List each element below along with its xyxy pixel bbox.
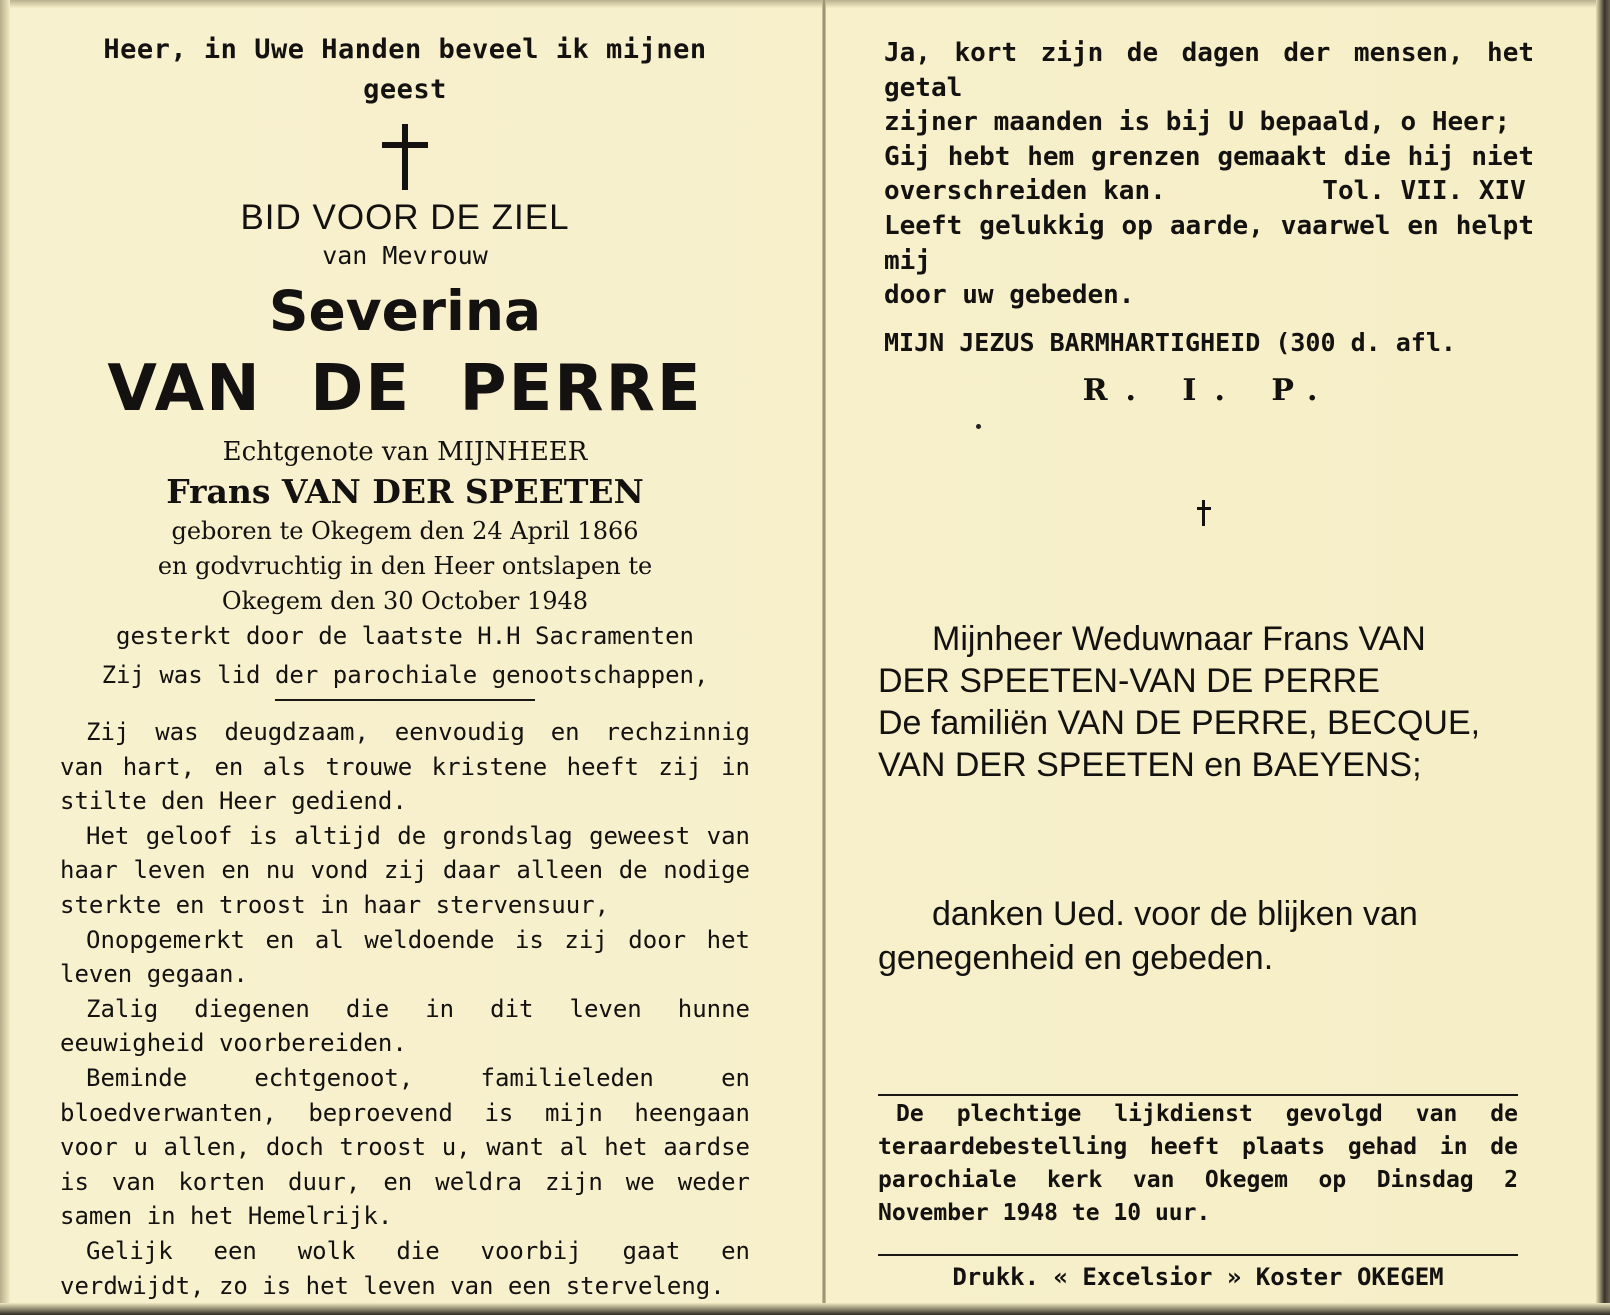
card-top-edge [0, 0, 1610, 8]
spouse-label: Echtgenote van MIJNHEER [222, 437, 588, 467]
society-line: Zij was lid der parochiale genootschappen, [101, 661, 709, 689]
eulogy-paragraph: Het geloof is altijd de grondslag geweest van haar leven en nu vond zij daar alleen de nodige sterkte en troost in haar stervensuur, [60, 821, 750, 919]
verse-line: overschreiden kan. Tol. VII. XIV [884, 176, 1526, 207]
eulogy-paragraph: Gelijk een wolk die voorbij gaat en verdwijdt, zo is het leven van een sterveleng. [60, 1236, 750, 1300]
family-line: VAN DER SPEETEN en BAEYENS; [878, 746, 1422, 784]
eulogy-paragraph: Onopgemerkt en al weldoende is zij door het leven gegaan. [60, 925, 750, 989]
bid-title: BID VOOR DE ZIEL [240, 198, 570, 237]
divider [878, 1094, 1518, 1096]
spouse-name: Frans VAN DER SPEETEN [166, 472, 644, 511]
thanks-block [878, 892, 1524, 980]
family-line: Mijnheer Weduwnaar Frans VAN [932, 620, 1426, 658]
right-panel [884, 36, 1534, 411]
verse-line: door uw gebeden. [884, 280, 1135, 311]
family-line: DER SPEETEN-VAN DE PERRE [878, 662, 1380, 700]
eulogy-paragraph: Zij was deugdzaam, eenvoudig en rechzinnig van hart, en als trouwe kristene heeft zij in stilte den Heer gediend. [60, 718, 750, 816]
verse-line: zijner maanden is bij U bepaald, o Heer; [884, 107, 1511, 138]
cross-icon [382, 124, 428, 190]
deceased-first-name: Severina [268, 279, 542, 343]
verse-line: Gij hebt hem grenzen gemaakt die hij niet [884, 141, 1534, 172]
thanks-line: danken Ued. voor de blijken van [932, 895, 1418, 933]
scripture-verse [884, 36, 1534, 313]
card-bottom-edge [0, 1303, 1610, 1315]
divider [878, 1254, 1518, 1256]
van-mevrouw: van Mevrouw [322, 241, 488, 270]
death-line-2: Okegem den 30 October 1948 [221, 587, 589, 615]
verse-line: Ja, kort zijn de dagen der mensen, het getal [884, 38, 1534, 103]
birth-line: geboren te Okegem den 24 April 1866 [171, 517, 639, 545]
funeral-service-notice [878, 1098, 1518, 1230]
ink-dot [976, 424, 981, 429]
printer-imprint: Drukk. « Excelsior » Koster OKEGEM [952, 1263, 1444, 1291]
service-text: De plechtige lijkdienst gevolgd van de teraardebestelling heeft plaats gehad in de parochiale kerk van Okegem op Dinsdag 2 November 1948 te 10 uur. [878, 1101, 1518, 1226]
opening-verse: Heer, in Uwe Handen beveel ik mijnen geest [103, 34, 707, 105]
indulgence-prayer: MIJN JEZUS BARMHARTIGHEID (300 d. afl. [884, 327, 1456, 357]
left-panel [60, 30, 750, 1303]
deceased-surname: VAN DE PERRE [107, 352, 703, 426]
death-line-1: en godvruchtig in den Heer ontslapen te [157, 552, 653, 580]
sacraments-line: gesterkt door de laatste H.H Sacramenten [116, 622, 694, 650]
family-line: De familiën VAN DE PERRE, BECQUE, [878, 704, 1481, 742]
cross-icon [1197, 500, 1211, 526]
card-left-edge [0, 0, 10, 1315]
eulogy-paragraph: Zalig diegenen die in dit leven hunne eeuwigheid voorbereiden. [60, 994, 750, 1058]
eulogy-text [60, 715, 750, 1303]
thanks-line: genegenheid en gebeden. [878, 939, 1274, 977]
divider [275, 699, 535, 701]
card-right-edge [1596, 0, 1610, 1315]
card-fold [822, 0, 826, 1315]
family-block [878, 618, 1524, 786]
eulogy-paragraph: Beminde echtgenoot, familieleden en bloedverwanten, beproevend is mijn heengaan voor u allen, doch troost u, want al het aardse is van korten duur, en weldra zijn we weder samen in het Hemelrijk. [60, 1063, 750, 1231]
verse-line: Leeft gelukkig op aarde, vaarwel en helpt mij [884, 210, 1534, 276]
rip: R. I. P. [1082, 372, 1336, 408]
